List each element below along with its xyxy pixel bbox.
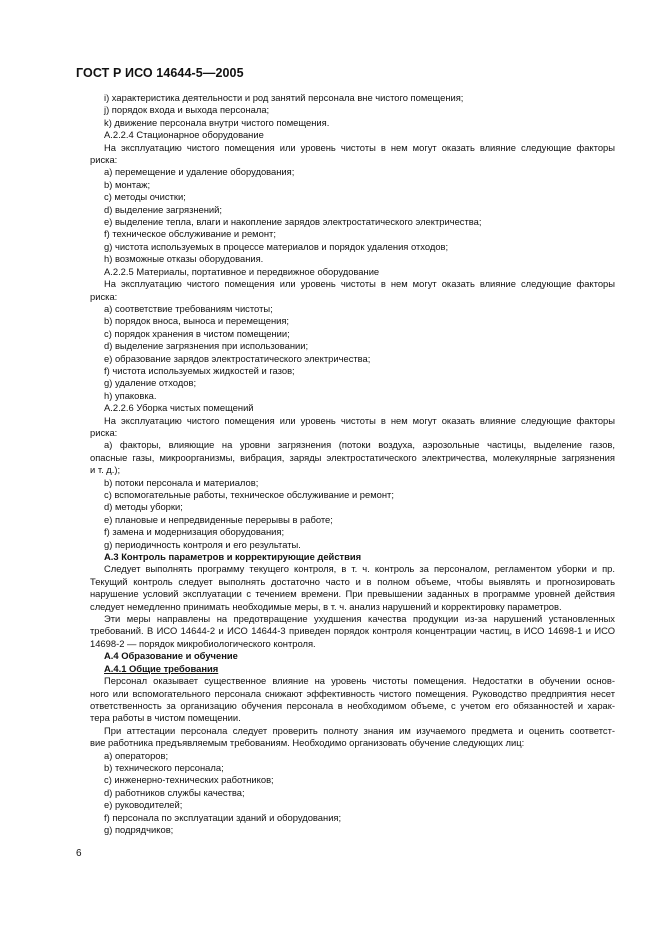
text-line: вие работника предъявляемым требованиям. Необходимо организовать обучение следующих лиц: <box>90 737 525 749</box>
text-line: На эксплуатацию чистого помещения или уровень чистоты в нем могут оказать влияние следующие факторы <box>104 414 615 426</box>
text-line: d) работников службы качества; <box>104 786 245 798</box>
text-line: A.2.2.4 Стационарное оборудование <box>104 129 264 141</box>
text-line: Следует выполнять программу текущего контроля, в т. ч. контроль за персоналом, регламентом уборки и пр. <box>104 563 615 575</box>
text-line: c) вспомогательные работы, техническое обслуживание и ремонт; <box>104 489 394 500</box>
text-line: i) характеристика деятельности и род занятий персонала вне чистого помещения; <box>104 92 464 103</box>
page-number: 6 <box>76 848 82 859</box>
text-line: e) руководителей; <box>104 799 183 811</box>
text-line: a) операторов; <box>104 749 169 761</box>
text-line: При аттестации персонала следует проверить полноту знания им изучаемого предмета и оценить соответст- <box>104 724 615 736</box>
document-header: ГОСТ Р ИСО 14644-5—2005 <box>76 66 244 80</box>
text-line: требований. В ИСО 14644-2 и ИСО 14644-3 приведен порядок контроля концентрации частиц, в ИСО 14698-1 и ИСО <box>90 625 615 637</box>
text-line: h) упаковка. <box>104 389 157 401</box>
text-line: 14698-2 — порядок микробиологического контроля. <box>90 637 316 649</box>
text-line: b) потоки персонала и материалов; <box>104 476 259 488</box>
section-heading: A.3 Контроль параметров и корректирующие действия <box>104 551 362 563</box>
text-line: h) возможные отказы оборудования. <box>104 253 264 265</box>
text-line: A.2.2.5 Материалы, портативное и передвижное оборудование <box>104 265 380 277</box>
text-line: риска: <box>90 154 118 166</box>
document-body <box>90 92 615 836</box>
text-line: a) факторы, влияющие на уровни загрязнения (потоки воздуха, аэрозольные частицы, выделение газов, <box>104 439 615 451</box>
text-line: g) подрядчиков; <box>104 823 174 835</box>
text-line: следует немедленно принимать необходимые меры, в т. ч. анализ нарушений и корректировку параметров. <box>90 600 562 612</box>
text-line: d) выделение загрязнений; <box>104 203 223 215</box>
text-line: a) соответствие требованиям чистоты; <box>104 302 273 314</box>
text-line: A.2.2.6 Уборка чистых помещений <box>104 402 254 414</box>
text-line: f) чистота используемых жидкостей и газов; <box>104 364 295 376</box>
text-line: a) перемещение и удаление оборудования; <box>104 166 295 178</box>
text-line: j) порядок входа и выхода персонала; <box>104 104 270 116</box>
text-line: На эксплуатацию чистого помещения или уровень чистоты в нем могут оказать влияние следующие факторы <box>104 141 615 153</box>
text-line: Эти меры направлены на предотвращение ухудшения качества продукции из-за нарушений установленных <box>104 613 615 625</box>
text-line: c) порядок хранения в чистом помещении; <box>104 327 290 339</box>
text-line: f) персонала по эксплуатации зданий и оборудования; <box>104 811 342 823</box>
text-line: На эксплуатацию чистого помещения или уровень чистоты в нем могут оказать влияние следующие факторы <box>104 278 615 290</box>
text-line: g) периодичность контроля и его результаты. <box>104 538 301 550</box>
text-line: e) плановые и непредвиденные перерывы в работе; <box>104 513 333 525</box>
text-line: риска: <box>90 426 118 438</box>
text-line: нарушение условий эксплуатации с течением времени. При превышении заданных в программе уровней действия <box>90 588 615 600</box>
text-line: g) чистота используемых в процессе материалов и порядок удаления отходов; <box>104 240 449 252</box>
text-line: ответственность за организацию обучения персонала в необходимом объеме, с учетом его обязанностей и харак- <box>90 699 615 711</box>
text-line: f) замена и модернизация оборудования; <box>104 526 285 538</box>
text-line: c) методы очистки; <box>104 191 186 203</box>
section-heading: A.4.1 Общие требования <box>104 662 219 674</box>
text-line: Персонал оказывает существенное влияние на уровень чистоты помещения. Недостатки в обучении основ- <box>104 675 615 687</box>
text-line: d) выделение загрязнения при использовании; <box>104 340 309 352</box>
text-line: g) удаление отходов; <box>104 377 197 389</box>
text-line: f) техническое обслуживание и ремонт; <box>104 228 276 240</box>
text-line: b) технического персонала; <box>104 761 224 773</box>
text-line: k) движение персонала внутри чистого помещения. <box>104 116 330 128</box>
text-line: опасные газы, микроорганизмы, вибрация, заряды электростатического электричества, молекулярные загрязнения <box>90 451 615 463</box>
text-line: b) монтаж; <box>104 178 151 190</box>
text-line: и т. д.); <box>90 464 121 476</box>
text-line: Текущий контроль следует выполнять достаточно часто и в полном объеме, чтобы выявлять и прогнозировать <box>90 575 615 587</box>
section-heading: A.4 Образование и обучение <box>104 650 238 662</box>
text-line: e) выделение тепла, влаги и накопление зарядов электростатического электричества; <box>104 216 482 228</box>
text-line: ного или вспомогательного персонала снижают эффективность чистого помещения. Руководство предприятия несет <box>90 687 615 699</box>
text-line: e) образование зарядов электростатического электричества; <box>104 352 371 364</box>
text-line: риска: <box>90 290 118 302</box>
text-line: d) методы уборки; <box>104 501 183 513</box>
text-line: b) порядок вноса, выноса и перемещения; <box>104 315 290 327</box>
text-line: c) инженерно-технических работников; <box>104 774 274 786</box>
text-line: тера работы в чистом помещении. <box>90 712 241 724</box>
